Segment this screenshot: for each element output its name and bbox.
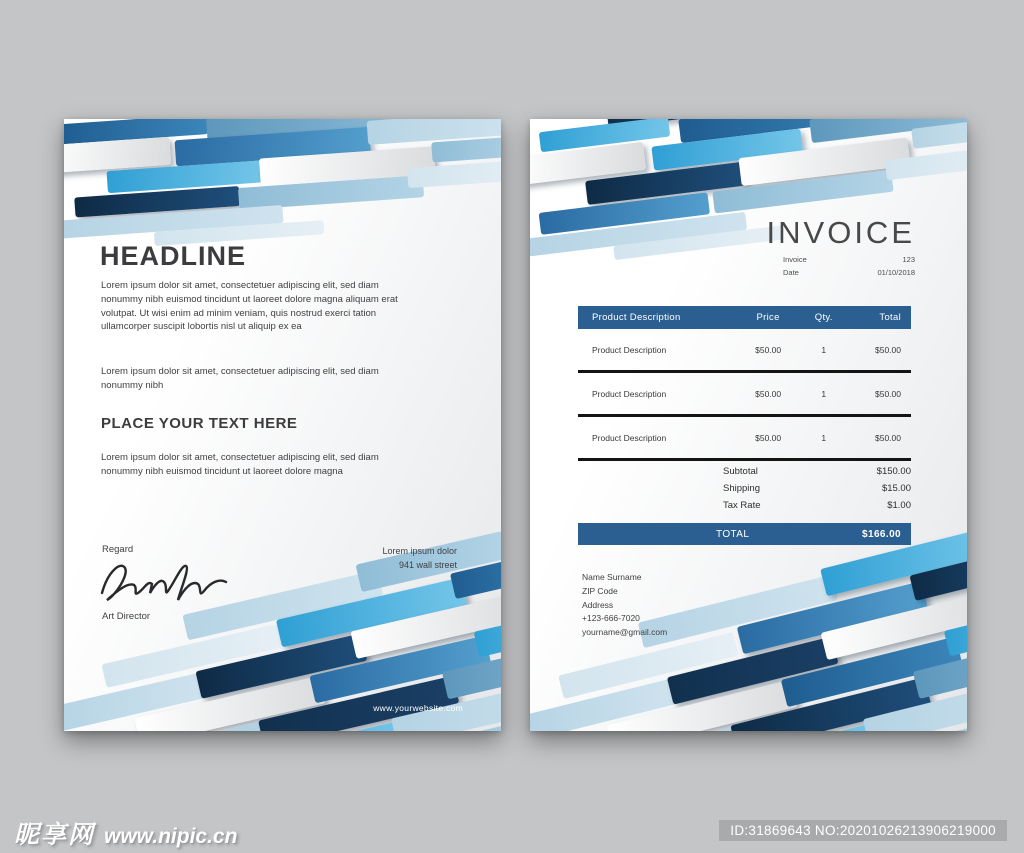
column-header-price: Price bbox=[756, 312, 780, 323]
invoice-total-bar bbox=[578, 523, 911, 545]
cell-total: $50.00 bbox=[875, 344, 901, 355]
cell-price: $50.00 bbox=[755, 344, 782, 355]
contact-name: Name Surname bbox=[582, 572, 642, 582]
invoice-number-value: 123 bbox=[902, 255, 915, 264]
total-label: TOTAL bbox=[716, 528, 750, 540]
column-header-description: Product Description bbox=[592, 312, 681, 323]
letterhead-address-block bbox=[382, 545, 457, 573]
address-line: 941 wall street bbox=[398, 559, 457, 570]
table-row bbox=[578, 417, 911, 461]
invoice-number-row bbox=[783, 255, 915, 264]
cell-qty: 1 bbox=[821, 344, 827, 355]
letterhead-page bbox=[64, 119, 501, 731]
summary-value: $150.00 bbox=[876, 466, 911, 477]
cell-qty: 1 bbox=[821, 388, 827, 399]
summary-taxrate-row bbox=[578, 497, 911, 514]
summary-shipping-row bbox=[578, 480, 911, 497]
table-row bbox=[578, 329, 911, 373]
nipic-site-name: 昵享网 bbox=[14, 821, 96, 849]
contact-phone: +123-666-7020 bbox=[582, 613, 640, 624]
cell-total: $50.00 bbox=[875, 388, 901, 399]
contact-email: yourname@gmail.com bbox=[582, 627, 668, 638]
signature-image bbox=[94, 555, 234, 612]
address-line: Lorem ipsum dolor bbox=[382, 546, 457, 556]
invoice-table bbox=[578, 306, 911, 461]
invoice-title: INVOICE bbox=[766, 215, 915, 250]
summary-label: Tax Rate bbox=[723, 500, 761, 511]
cell-total: $50.00 bbox=[875, 432, 901, 443]
cell-qty: 1 bbox=[821, 432, 827, 443]
letterhead-subheading: PLACE YOUR TEXT HERE bbox=[101, 415, 298, 432]
website-url: www.yourwebsite.com bbox=[373, 703, 463, 713]
cell-price: $50.00 bbox=[755, 432, 782, 443]
letterhead-paragraph-1: Lorem ipsum dolor sit amet, consectetuer adipiscing elit, sed diam nonummy nibh euismod tincidunt ut laoreet dolore magna aliquam erat volutpat. Ut wisi enim ad minim veniam, quis nostrud exerci tation ullamcorper suscipit lobortis nisl ut aliquip ex ea bbox=[101, 280, 398, 333]
nipic-watermark-logo bbox=[14, 815, 237, 851]
invoice-page bbox=[530, 119, 967, 731]
column-header-total: Total bbox=[879, 312, 901, 323]
signer-title: Art Director bbox=[102, 611, 151, 622]
invoice-date-label: Date bbox=[783, 268, 799, 277]
cell-price: $50.00 bbox=[755, 388, 782, 399]
letterhead-paragraph-2: Lorem ipsum dolor sit amet, consectetuer adipiscing elit, sed diam nonummy nibh bbox=[101, 366, 379, 391]
summary-label: Shipping bbox=[723, 483, 760, 494]
invoice-date-value: 01/10/2018 bbox=[877, 268, 915, 277]
column-header-qty: Qty. bbox=[814, 312, 833, 323]
summary-subtotal-row bbox=[578, 463, 911, 480]
table-row bbox=[578, 373, 911, 417]
contact-zip: ZIP Code bbox=[582, 585, 618, 596]
closing-label: Regard bbox=[102, 544, 134, 555]
summary-value: $1.00 bbox=[887, 500, 911, 511]
invoice-date-row bbox=[783, 268, 915, 277]
invoice-summary bbox=[578, 463, 911, 514]
letterhead-paragraph-3: Lorem ipsum dolor sit amet, consectetuer adipiscing elit, sed diam nonummy nibh euismod tincidunt ut laoreet dolore magna bbox=[101, 452, 379, 477]
total-value: $166.00 bbox=[862, 528, 901, 540]
cell-description: Product Description bbox=[592, 388, 667, 399]
invoice-number-label: Invoice bbox=[783, 255, 807, 264]
invoice-meta bbox=[783, 255, 915, 281]
invoice-table-header bbox=[578, 306, 911, 329]
cell-description: Product Description bbox=[592, 432, 667, 443]
contact-address: Address bbox=[582, 599, 614, 610]
letterhead-headline: HEADLINE bbox=[100, 241, 247, 271]
summary-value: $15.00 bbox=[881, 483, 911, 494]
image-id-badge: ID:31869643 NO:20201026213906219000 bbox=[719, 820, 1007, 841]
nipic-site-url: www.nipic.cn bbox=[104, 825, 238, 848]
summary-label: Subtotal bbox=[723, 466, 758, 477]
invoice-contact-block bbox=[582, 571, 667, 640]
cell-description: Product Description bbox=[592, 344, 667, 355]
